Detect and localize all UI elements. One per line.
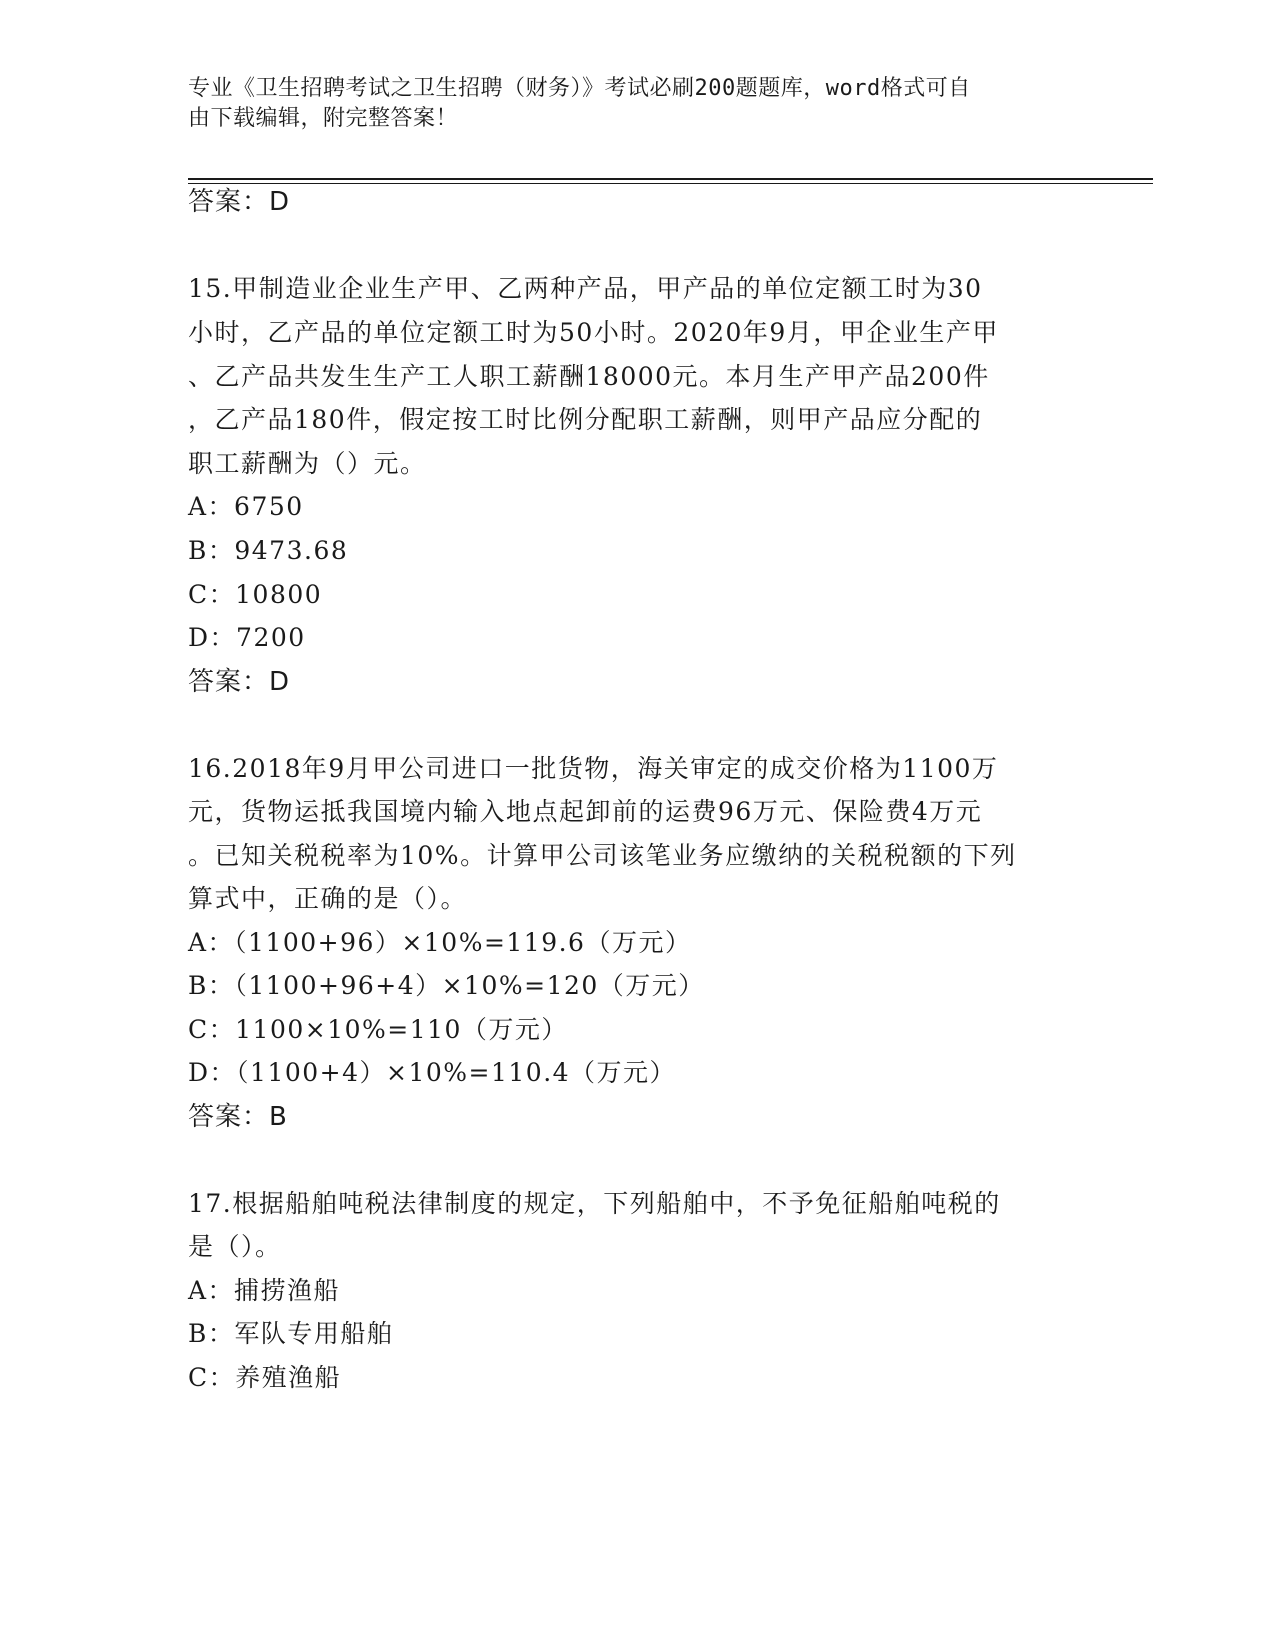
answer-line: 答案：D	[188, 187, 291, 217]
question-16-option-c: C：1100×10%=110（万元）	[188, 1015, 568, 1044]
question-17-option-b: B：军队专用船舶	[188, 1319, 394, 1348]
question-16-answer: 答案：B	[188, 1102, 288, 1132]
question-16-line-4: 算式中，正确的是（）。	[188, 884, 468, 913]
question-15-option-c: C：10800	[188, 580, 323, 609]
question-17-option-a: A：捕捞渔船	[188, 1276, 341, 1305]
question-16-line-1: 16.2018年9月甲公司进口一批货物，海关审定的成交价格为1100万	[188, 754, 999, 783]
question-15-line-1: 15.甲制造业企业生产甲、乙两种产品，甲产品的单位定额工时为30	[188, 274, 983, 303]
question-15-line-5: 职工薪酬为（）元。	[188, 449, 427, 478]
header-line-2: 由下载编辑，附完整答案！	[188, 106, 459, 131]
question-15-option-a: A：6750	[188, 492, 304, 521]
question-16-line-3: 。已知关税税率为10%。计算甲公司该笔业务应缴纳的关税税额的下列	[188, 841, 1017, 870]
header-divider-thin	[188, 183, 1153, 184]
question-16-option-d: D：（1100+4）×10%=110.4（万元）	[188, 1058, 677, 1087]
question-17-option-c: C：养殖渔船	[188, 1363, 342, 1392]
question-15-option-d: D：7200	[188, 623, 306, 652]
question-15-answer: 答案：D	[188, 667, 291, 697]
header-line-1: 专业《卫生招聘考试之卫生招聘（财务）》考试必刷200题题库，word格式可自	[188, 76, 971, 101]
question-16-option-b: B：（1100+96+4）×10%=120（万元）	[188, 971, 705, 1000]
header-divider	[188, 178, 1153, 180]
page-header	[188, 74, 1068, 134]
question-16-option-a: A：（1100+96）×10%=119.6（万元）	[188, 928, 692, 957]
question-15-line-3: 、乙产品共发生生产工人职工薪酬18000元。本月生产甲产品200件	[188, 362, 990, 391]
question-17-line-2: 是（）。	[188, 1232, 282, 1261]
question-15-line-2: 小时，乙产品的单位定额工时为50小时。2020年9月，甲企业生产甲	[188, 318, 999, 347]
question-17-line-1: 17.根据船舶吨税法律制度的规定，下列船舶中，不予免征船舶吨税的	[188, 1189, 1001, 1218]
question-16-line-2: 元，货物运抵我国境内输入地点起卸前的运费96万元、保险费4万元	[188, 797, 983, 826]
question-15-line-4: ，乙产品180件，假定按工时比例分配职工薪酬，则甲产品应分配的	[188, 405, 983, 434]
question-15-option-b: B：9473.68	[188, 536, 349, 565]
